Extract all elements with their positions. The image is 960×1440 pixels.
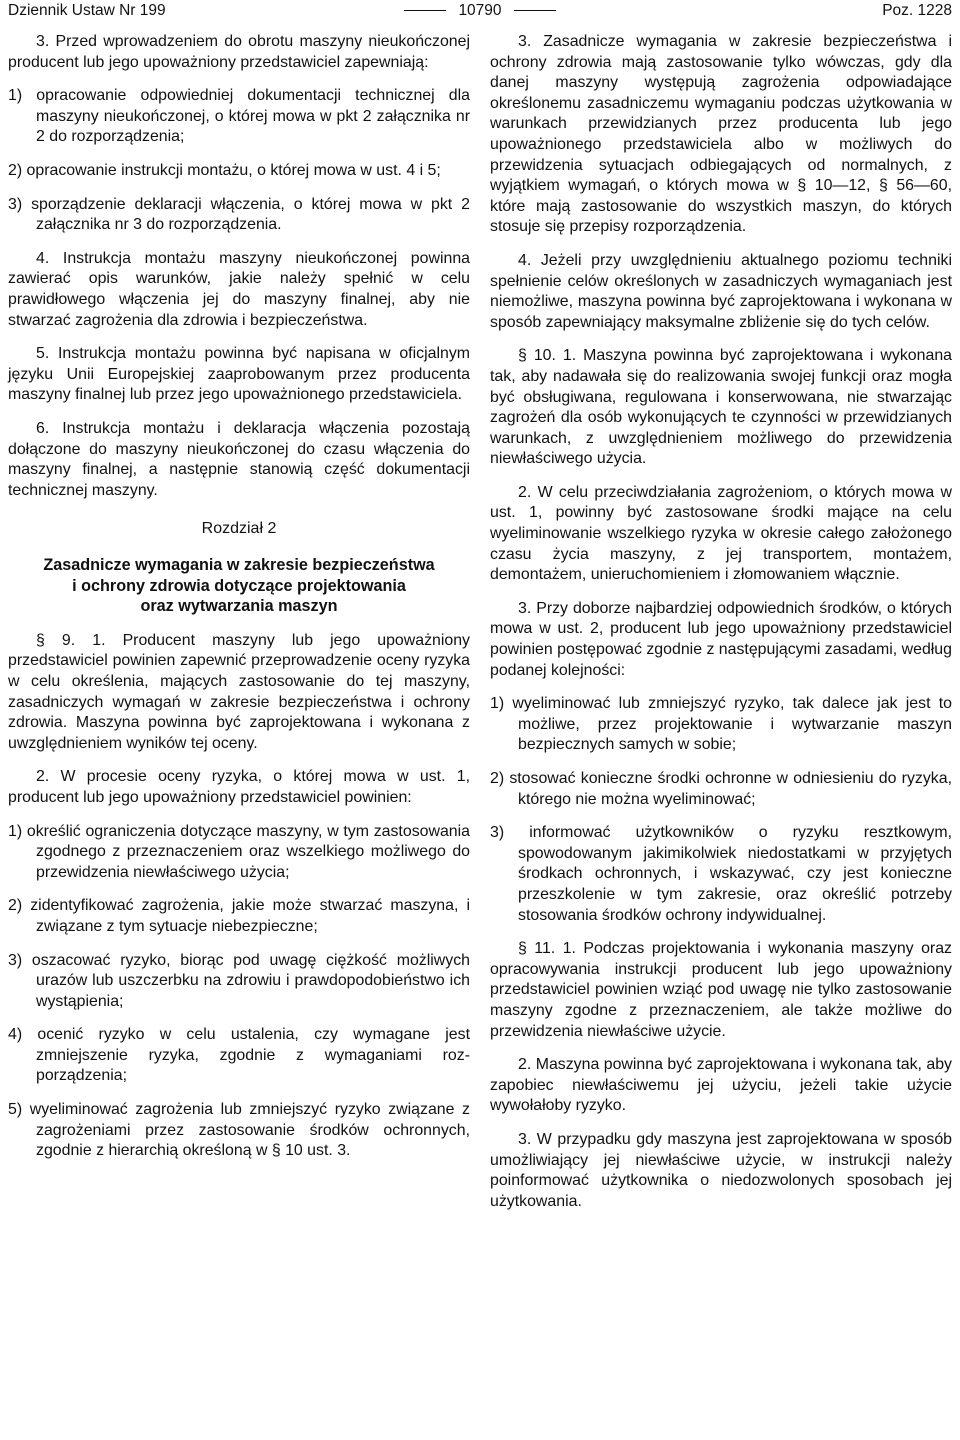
list-item: 5) wyeliminować zagrożenia lub zmniejszyć ryzyko związane z zagrożeniami przez zastosowanie środków ochronnych, zgodnie z hierarchią określoną w § 10 ust. 3. <box>8 1101 470 1160</box>
position-number: Poz. 1228 <box>882 2 952 19</box>
page-number: 10790 <box>458 2 502 19</box>
chapter-title-line: i ochrony zdrowia dotyczące projektowania <box>72 576 406 595</box>
list-item: 3) informować użytkowników o ryzyku resztkowym, spowodowanym jakimikolwiek niedostatkami w przyjętych środkach ochronnych, i wskazywać, czy jest konieczne przeszkolenie w tym zakresie, oraz określić potrzeby stosowania środków ochrony indywidualnej. <box>490 824 952 924</box>
list-item: 3) oszacować ryzyko, biorąc pod uwagę ciężkość możliwych urazów lub uszczerbku na zdrowiu i prawdopodobieństwo ich wystąpienia; <box>8 951 470 1010</box>
section-10-paragraph-3: 3. Przy doborze najbardziej odpowiednich środków, o których mowa w ust. 2, producent lub jego upoważniony przedstawiciel powinien postępować zgodnie z następującymi zasadami, według podanej kolejności: <box>490 599 952 679</box>
chapter-label: Rozdział 2 <box>201 520 277 538</box>
left-column <box>8 32 470 1162</box>
list-item: 2) stosować konieczne środki ochronne w odniesieniu do ryzyka, którego nie można wyeliminować; <box>490 770 952 808</box>
section-9-paragraph-2: 2. W procesie oceny ryzyka, o której mowa w ust. 1, producent lub jego upoważniony przedstawiciel powinien: <box>8 768 470 806</box>
right-column <box>490 32 952 1212</box>
list-item: 2) opracowanie instrukcji montażu, o której mowa w ust. 4 i 5; <box>8 161 441 179</box>
paragraph-4: 4. Instrukcja montażu maszyny nieukończonej powinna zawierać opis warunków, jakie należy spełnić w celu prawidłowego włączenia jej do maszyny finalnej, aby nie stwarzać zagrożenia dla zdrowia i bezpieczeństwa. <box>8 249 470 329</box>
list-item: 1) określić ograniczenia dotyczące maszyny, w tym zastosowania zgodnego z przeznaczeniem oraz wszelkiego możliwego do przewidzenia niewłaściwego użycia; <box>8 822 470 881</box>
list-item: 1) opracowanie odpowiedniej dokumentacji technicznej dla maszyny nieukończonej, o której mowa w pkt 2 załącznika nr 2 do rozporządzenia; <box>8 87 470 146</box>
list-item: 4) ocenić ryzyko w celu ustalenia, czy wymagane jest zmniejszenie ryzyka, zgodnie z wymaganiami rozporządzenia; <box>8 1026 470 1085</box>
section-9-paragraph-1: § 9. 1. Producent maszyny lub jego upoważniony przedstawiciel powinien zapewnić przeprowadzenie oceny ryzyka w celu określenia, mających zastosowanie do tej maszyny, zasadniczych wymagań w zakresie bezpieczeństwa i ochrony zdrowia. Maszyna powinna być zaprojektowana i wykonana z uwzględnieniem wyników tej oceny. <box>8 631 470 752</box>
section-10-paragraph-1: § 10. 1. Maszyna powinna być zaprojektowana i wykonana tak, aby nadawała się do realizowania swojej funkcji oraz mogła być obsługiwana, regulowana i konserwowana, nie stwarzając zagrożeń dla osób wykonujących te czynności w przewidzianych warunkach, z uwzględnieniem możliwego do przewidzenia niewłaściwego użycia. <box>490 347 952 468</box>
list-item: 1) wyeliminować lub zmniejszyć ryzyko, tak dalece jak jest to możliwe, przez projektowanie i wytwarzanie maszyn bezpiecznych samych w sobie; <box>490 695 952 754</box>
paragraph-6: 6. Instrukcja montażu i deklaracja włączenia pozostają dołączone do maszyny nieukończonej do czasu włączenia do maszyny finalnej, a następnie stanowią część dokumentacji technicznej maszyny. <box>8 419 470 499</box>
chapter-title <box>8 555 470 617</box>
section-9-paragraph-3: 3. Zasadnicze wymagania w zakresie bezpieczeństwa i ochrony zdrowia mają zastosowanie tylko wówczas, gdy dla danej maszyny występują zagrożenia odpowiadające określonemu zasadniczemu wymaganiu podczas użytkowania w warunkach przewidzianych przez producenta lub jego upoważnionego przedstawiciela albo w możliwych do przewidzenia sytuacjach odbiegających od normalnych, z wyjątkiem wymagań, o których mowa w § 10—12, § 56—60, które mają zastosowanie do wszystkich maszyn, do których stosuje się przepisy rozporządzenia. <box>490 33 952 236</box>
section-9-paragraph-4: 4. Jeżeli przy uwzględnieniu aktualnego poziomu techniki spełnienie celów określonych w zasadniczych wymaganiach jest niemożliwe, maszyna powinna być zaprojektowana i wykonana w sposób zapewniający maksymalne zbliżenie się do tych celów. <box>490 251 952 331</box>
chapter-title-line: Zasadnicze wymagania w zakresie bezpieczeństwa <box>43 556 435 575</box>
section-11-paragraph-2: 2. Maszyna powinna być zaprojektowana i wykonana tak, aby zapobiec niewłaściwemu jej użyciu, jeżeli takie użycie wywołałoby ryzyko. <box>490 1056 952 1115</box>
page-number-block <box>8 0 952 22</box>
paragraph-3-intro: 3. Przed wprowadzeniem do obrotu maszyny nieukończonej producent lub jego upoważniony przedstawiciel zapewniają: <box>8 33 470 71</box>
section-10-paragraph-2: 2. W celu przeciwdziałania zagrożeniom, o których mowa w ust. 1, powinny być zastosowane środki mające na celu wyeliminowanie wszelkiego ryzyka w okresie całego założonego czasu życia maszyny, z jej transportem, montażem, demontażem, unieruchomieniem i złomowaniem włącznie. <box>490 483 952 584</box>
chapter-title-line: oraz wytwarzania maszyn <box>140 597 338 616</box>
paragraph-5: 5. Instrukcja montażu powinna być napisana w oficjalnym języku Unii Europejskiej zaaprobowanym przez producenta maszyny finalnej lub przez jego upoważnionego przedstawiciela. <box>8 345 470 404</box>
list-item: 3) sporządzenie deklaracji włączenia, o której mowa w pkt 2 załącznika nr 3 do rozporządzenia. <box>8 195 470 234</box>
section-11-paragraph-3: 3. W przypadku gdy maszyna jest zaprojektowana w sposób umożliwiający jej niewłaściwe użycie, w instrukcji należy poinformować użytkownika o niedozwolonych sposobach jej użytkowania. <box>490 1130 952 1210</box>
page-header <box>8 0 952 26</box>
journal-title: Dziennik Ustaw Nr 199 <box>8 2 166 19</box>
list-item: 2) zidentyfikować zagrożenia, jakie może stwarzać maszyna, i związane z tym sytuacje niebezpieczne; <box>8 897 470 935</box>
section-11-paragraph-1: § 11. 1. Podczas projektowania i wykonania maszyny oraz opracowywania instrukcji producent lub jego upoważniony przedstawiciel powinien wziąć pod uwagę nie tylko zastosowanie maszyny zgodne z przeznaczeniem, ale także możliwe do przewidzenia niewłaściwe użycie. <box>490 940 952 1040</box>
page-number-dash-right <box>514 10 556 11</box>
page-number-dash-left <box>404 10 446 11</box>
